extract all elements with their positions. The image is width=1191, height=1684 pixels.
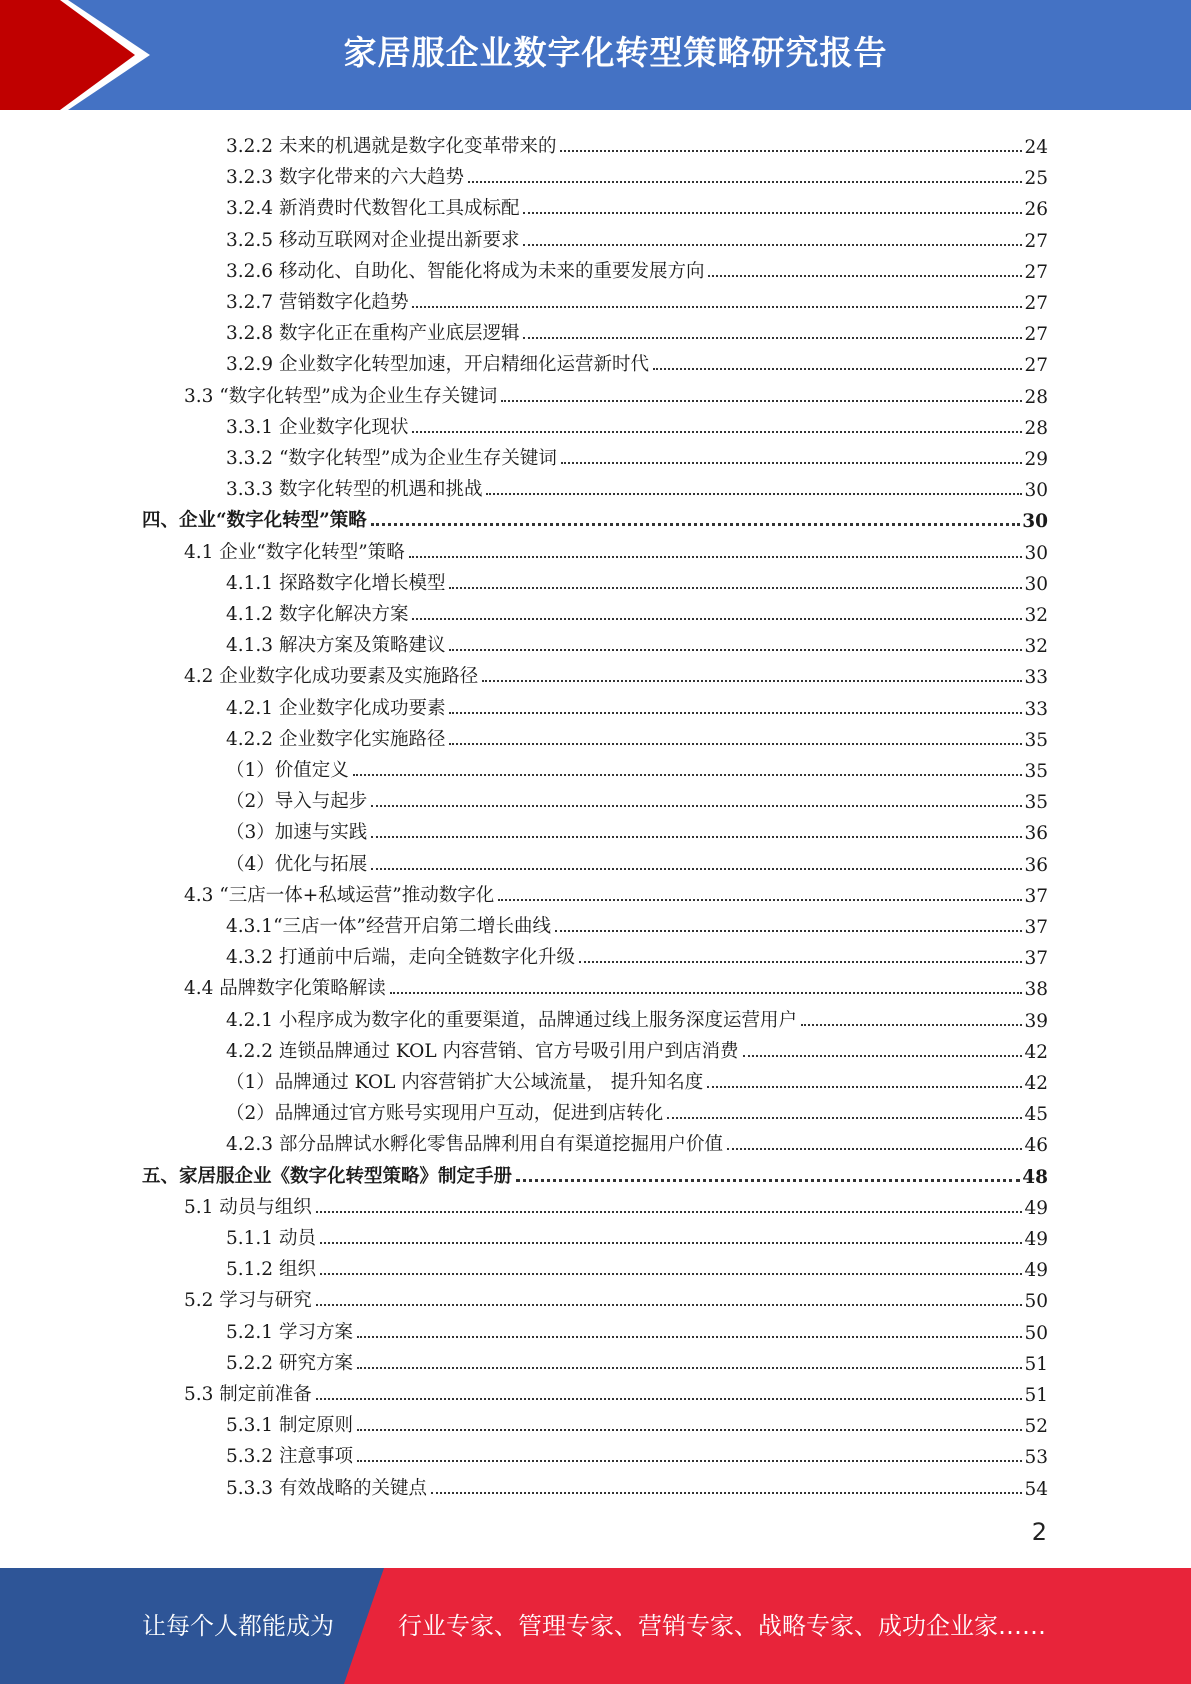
toc-dot-leader <box>371 836 1022 838</box>
toc-entry-page: 51 <box>1024 1353 1048 1375</box>
toc-entry[interactable] <box>226 409 1048 439</box>
toc-entry[interactable] <box>226 1220 1048 1250</box>
toc-dot-leader <box>449 649 1022 651</box>
toc-dot-leader <box>316 1211 1023 1213</box>
toc-entry[interactable] <box>226 565 1048 595</box>
toc-entry[interactable] <box>226 315 1048 345</box>
toc-entry-page: 28 <box>1024 417 1048 439</box>
toc-dot-leader <box>468 181 1022 183</box>
toc-entry-page: 36 <box>1024 854 1048 876</box>
toc-entry[interactable] <box>226 627 1048 657</box>
toc-dot-leader <box>516 1179 1020 1182</box>
toc-entry-label: （2）品牌通过官方账号实现用户互动，促进到店转化 <box>226 1103 664 1125</box>
toc-entry-label: 3.2.4 新消费时代数智化工具成标配 <box>226 198 520 220</box>
report-title: 家居服企业数字化转型策略研究报告 <box>343 33 888 72</box>
toc-entry-page: 30 <box>1024 573 1048 595</box>
toc-entry[interactable] <box>226 1345 1048 1375</box>
toc-entry-page: 27 <box>1024 261 1048 283</box>
toc-entry-label: 3.2.3 数字化带来的六大趋势 <box>226 167 464 189</box>
toc-entry-label: 4.2.3 部分品牌试水孵化零售品牌利用自有渠道挖掘用户价值 <box>226 1134 723 1156</box>
toc-entry-label: 4.1.2 数字化解决方案 <box>226 604 409 625</box>
toc-entry-page: 24 <box>1024 137 1048 158</box>
toc-entry-page: 42 <box>1024 1041 1048 1063</box>
toc-entry-page: 46 <box>1024 1135 1048 1157</box>
toc-dot-leader <box>555 930 1022 932</box>
toc-dot-leader <box>353 774 1023 776</box>
toc-entry-page: 54 <box>1024 1478 1048 1500</box>
toc-entry[interactable] <box>226 690 1048 720</box>
toc-entry-label: （1）价值定义 <box>226 760 349 781</box>
toc-entry-label: 4.2.1 企业数字化成功要素 <box>226 697 446 719</box>
toc-entry[interactable] <box>226 1095 1048 1125</box>
toc-entry-label: 5.3.2 注意事项 <box>226 1446 353 1468</box>
toc-dot-leader <box>653 368 1022 370</box>
toc-entry-label: 3.3.3 数字化转型的机遇和挑战 <box>226 479 483 501</box>
toc-entry[interactable] <box>226 284 1048 314</box>
toc-entry[interactable] <box>226 939 1048 969</box>
toc-entry-label: 4.3.2 打通前中后端，走向全链数字化升级 <box>226 947 575 969</box>
toc-entry-label: 3.2.9 企业数字化转型加速，开启精细化运营新时代 <box>226 354 649 376</box>
toc-dot-leader <box>523 212 1022 214</box>
toc-entry-label: 4.2.1 小程序成为数字化的重要渠道，品牌通过线上服务深度运营用户 <box>226 1009 797 1031</box>
toc-dot-leader <box>486 493 1022 495</box>
toc-entry-page: 39 <box>1024 1010 1048 1032</box>
toc-dot-leader <box>498 899 1022 901</box>
toc-entry-label: 4.1 企业“数字化转型”策略 <box>184 541 405 563</box>
toc-entry-page: 35 <box>1024 761 1048 782</box>
toc-entry-label: 5.2 学习与研究 <box>184 1290 312 1312</box>
toc-entry-page: 49 <box>1024 1229 1048 1250</box>
toc-entry-label: （1）品牌通过 KOL 内容营销扩大公域流量， 提升知名度 <box>226 1072 704 1093</box>
toc-entry[interactable] <box>226 1002 1048 1032</box>
toc-entry[interactable] <box>226 1438 1048 1468</box>
toc-entry-label: 5.3.1 制定原则 <box>226 1415 353 1437</box>
toc-entry-label: （2）导入与起步 <box>226 791 368 813</box>
toc-entry-label: 5.3 制定前准备 <box>184 1384 312 1405</box>
toc-entry-label: 5.2.1 学习方案 <box>226 1321 353 1343</box>
toc-entry-page: 35 <box>1024 729 1048 751</box>
toc-entry-page: 33 <box>1024 698 1048 720</box>
toc-dot-leader <box>320 1273 1023 1275</box>
toc-entry-label: 5.3.3 有效战略的关键点 <box>226 1477 427 1499</box>
toc-dot-leader <box>667 1117 1022 1119</box>
toc-entry[interactable] <box>226 596 1048 626</box>
toc-dot-leader <box>707 1086 1022 1088</box>
toc-entry-page: 49 <box>1024 1260 1048 1282</box>
toc-entry-page: 38 <box>1024 979 1048 1001</box>
toc-entry-page: 49 <box>1024 1197 1048 1219</box>
toc-entry[interactable] <box>226 1064 1048 1094</box>
toc-dot-leader <box>449 587 1022 589</box>
toc-entry[interactable] <box>184 1376 1048 1406</box>
toc-entry[interactable] <box>184 534 1048 564</box>
toc-entry[interactable] <box>226 253 1048 283</box>
footer-slogan-left: 让每个人都能成为 <box>142 1612 334 1640</box>
toc-entry-page: 48 <box>1022 1166 1048 1188</box>
toc-dot-leader <box>449 743 1022 745</box>
toc-entry[interactable] <box>226 1251 1048 1281</box>
toc-dot-leader <box>409 556 1023 558</box>
toc-entry-label: 3.2.7 营销数字化趋势 <box>226 292 409 313</box>
toc-entry-label: 四、企业“数字化转型”策略 <box>142 510 367 532</box>
toc-entry-page: 30 <box>1024 542 1048 564</box>
toc-entry[interactable] <box>226 471 1048 501</box>
page-number: 2 <box>1031 1518 1047 1546</box>
toc-entry-page: 27 <box>1024 293 1048 314</box>
footer-banner <box>0 1568 1191 1684</box>
toc-entry-label: （3）加速与实践 <box>226 822 368 844</box>
toc-entry-page: 33 <box>1024 667 1048 689</box>
toc-dot-leader <box>523 337 1022 339</box>
toc-dot-leader <box>316 1398 1023 1400</box>
toc-entry-page: 26 <box>1024 199 1048 221</box>
toc-entry[interactable] <box>184 658 1048 688</box>
toc-dot-leader <box>412 618 1022 620</box>
toc-entry-label: 3.3.1 企业数字化现状 <box>226 416 409 438</box>
toc-entry-label: 5.2.2 研究方案 <box>226 1352 353 1374</box>
toc-entry[interactable] <box>226 346 1048 376</box>
toc-dot-leader <box>357 1429 1023 1431</box>
toc-entry[interactable] <box>226 159 1048 189</box>
toc-entry-label: 5.1.2 组织 <box>226 1259 316 1281</box>
toc-entry[interactable] <box>226 222 1048 252</box>
toc-entry[interactable] <box>226 752 1048 782</box>
toc-dot-leader <box>579 961 1022 963</box>
toc-entry-label: 3.2.5 移动互联网对企业提出新要求 <box>226 229 520 251</box>
toc-entry-page: 30 <box>1024 480 1048 502</box>
toc-dot-leader <box>320 1242 1023 1244</box>
toc-entry-page: 25 <box>1024 168 1048 190</box>
toc-dot-leader <box>316 1304 1023 1306</box>
toc-entry-label: 5.1 动员与组织 <box>184 1196 312 1218</box>
toc-entry-label: 4.2.2 连锁品牌通过 KOL 内容营销、官方号吸引用户到店消费 <box>226 1040 739 1062</box>
toc-dot-leader <box>523 244 1022 246</box>
toc-dot-leader <box>708 275 1022 277</box>
toc-entry-page: 27 <box>1024 230 1048 252</box>
header-banner <box>0 0 1191 110</box>
toc-entry[interactable] <box>226 721 1048 751</box>
toc-entry-page: 27 <box>1024 324 1048 346</box>
toc-entry-page: 32 <box>1024 605 1048 626</box>
toc-dot-leader <box>431 1492 1022 1494</box>
toc-entry-label: 3.2.2 未来的机遇就是数字化变革带来的 <box>226 136 557 157</box>
toc-entry-label: 3.3.2 “数字化转型”成为企业生存关键词 <box>226 448 557 469</box>
toc-entry-page: 50 <box>1024 1322 1048 1344</box>
toc-entry-label: 4.2.2 企业数字化实施路径 <box>226 728 446 750</box>
toc-entry[interactable] <box>226 1126 1048 1156</box>
toc-entry-label: 4.4 品牌数字化策略解读 <box>184 978 386 1000</box>
toc-dot-leader <box>357 1336 1023 1338</box>
toc-entry[interactable] <box>142 502 1048 532</box>
toc-entry[interactable] <box>226 1470 1048 1500</box>
toc-entry[interactable] <box>184 1189 1048 1219</box>
toc-entry-page: 35 <box>1024 792 1048 814</box>
toc-entry-label: （4）优化与拓展 <box>226 853 368 875</box>
toc-entry-page: 52 <box>1024 1416 1048 1438</box>
toc-entry-page: 45 <box>1024 1104 1048 1126</box>
toc-entry[interactable] <box>226 908 1048 938</box>
toc-entry-label: 4.3 “三店一体+私域运营”推动数字化 <box>184 884 495 906</box>
toc-dot-leader <box>371 805 1022 807</box>
toc-dot-leader <box>371 523 1020 526</box>
toc-entry[interactable] <box>226 440 1048 470</box>
toc-entry[interactable] <box>226 190 1048 220</box>
toc-entry-label: 3.2.6 移动化、自助化、智能化将成为未来的重要发展方向 <box>226 260 705 282</box>
toc-entry-label: 4.1.1 探路数字化增长模型 <box>226 572 446 594</box>
toc-entry-page: 27 <box>1024 355 1048 377</box>
toc-entry-page: 36 <box>1024 823 1048 845</box>
toc-entry-label: 4.1.3 解决方案及策略建议 <box>226 635 446 657</box>
toc-entry-label: 五、家居服企业《数字化转型策略》制定手册 <box>142 1165 513 1187</box>
toc-entry[interactable] <box>184 378 1048 408</box>
toc-dot-leader <box>482 680 1022 682</box>
toc-entry-page: 30 <box>1022 511 1048 533</box>
footer-slogan-right: 行业专家、管理专家、营销专家、战略专家、成功企业家…… <box>398 1612 1046 1640</box>
toc-entry[interactable] <box>184 1282 1048 1312</box>
toc-dot-leader <box>801 1024 1022 1026</box>
toc-entry[interactable] <box>226 814 1048 844</box>
toc-dot-leader <box>449 712 1022 714</box>
toc-entry[interactable] <box>226 128 1048 158</box>
toc-dot-leader <box>412 431 1022 433</box>
toc-entry-label: 4.2 企业数字化成功要素及实施路径 <box>184 666 479 688</box>
toc-entry-page: 29 <box>1024 449 1048 470</box>
toc-dot-leader <box>357 1367 1023 1369</box>
toc-entry-label: 5.1.1 动员 <box>226 1228 316 1249</box>
toc-entry[interactable] <box>184 877 1048 907</box>
toc-dot-leader <box>357 1460 1023 1462</box>
toc-entry-page: 37 <box>1024 917 1048 938</box>
toc-dot-leader <box>412 306 1022 308</box>
toc-entry[interactable] <box>226 846 1048 876</box>
toc-entry-page: 28 <box>1024 386 1048 408</box>
toc-entry[interactable] <box>142 1158 1048 1188</box>
toc-entry[interactable] <box>226 783 1048 813</box>
toc-entry-label: 3.3 “数字化转型”成为企业生存关键词 <box>184 385 498 407</box>
toc-entry-page: 53 <box>1024 1447 1048 1469</box>
toc-entry[interactable] <box>226 1407 1048 1437</box>
toc-entry-label: 3.2.8 数字化正在重构产业底层逻辑 <box>226 323 520 345</box>
toc-dot-leader <box>560 150 1022 152</box>
toc-entry[interactable] <box>184 970 1048 1000</box>
toc-entry-page: 37 <box>1024 885 1048 907</box>
toc-entry-page: 42 <box>1024 1073 1048 1094</box>
toc-entry[interactable] <box>226 1314 1048 1344</box>
toc-entry-page: 37 <box>1024 948 1048 970</box>
toc-dot-leader <box>501 400 1022 402</box>
toc-entry-page: 51 <box>1024 1385 1048 1406</box>
toc-entry[interactable] <box>226 1033 1048 1063</box>
toc-dot-leader <box>561 462 1023 464</box>
toc-dot-leader <box>390 992 1023 994</box>
toc-dot-leader <box>743 1055 1023 1057</box>
toc-entry-page: 50 <box>1024 1291 1048 1313</box>
toc-dot-leader <box>727 1148 1022 1150</box>
toc-entry-label: 4.3.1“三店一体”经营开启第二增长曲线 <box>226 916 551 937</box>
toc-entry-page: 32 <box>1024 636 1048 658</box>
toc-dot-leader <box>371 868 1022 870</box>
